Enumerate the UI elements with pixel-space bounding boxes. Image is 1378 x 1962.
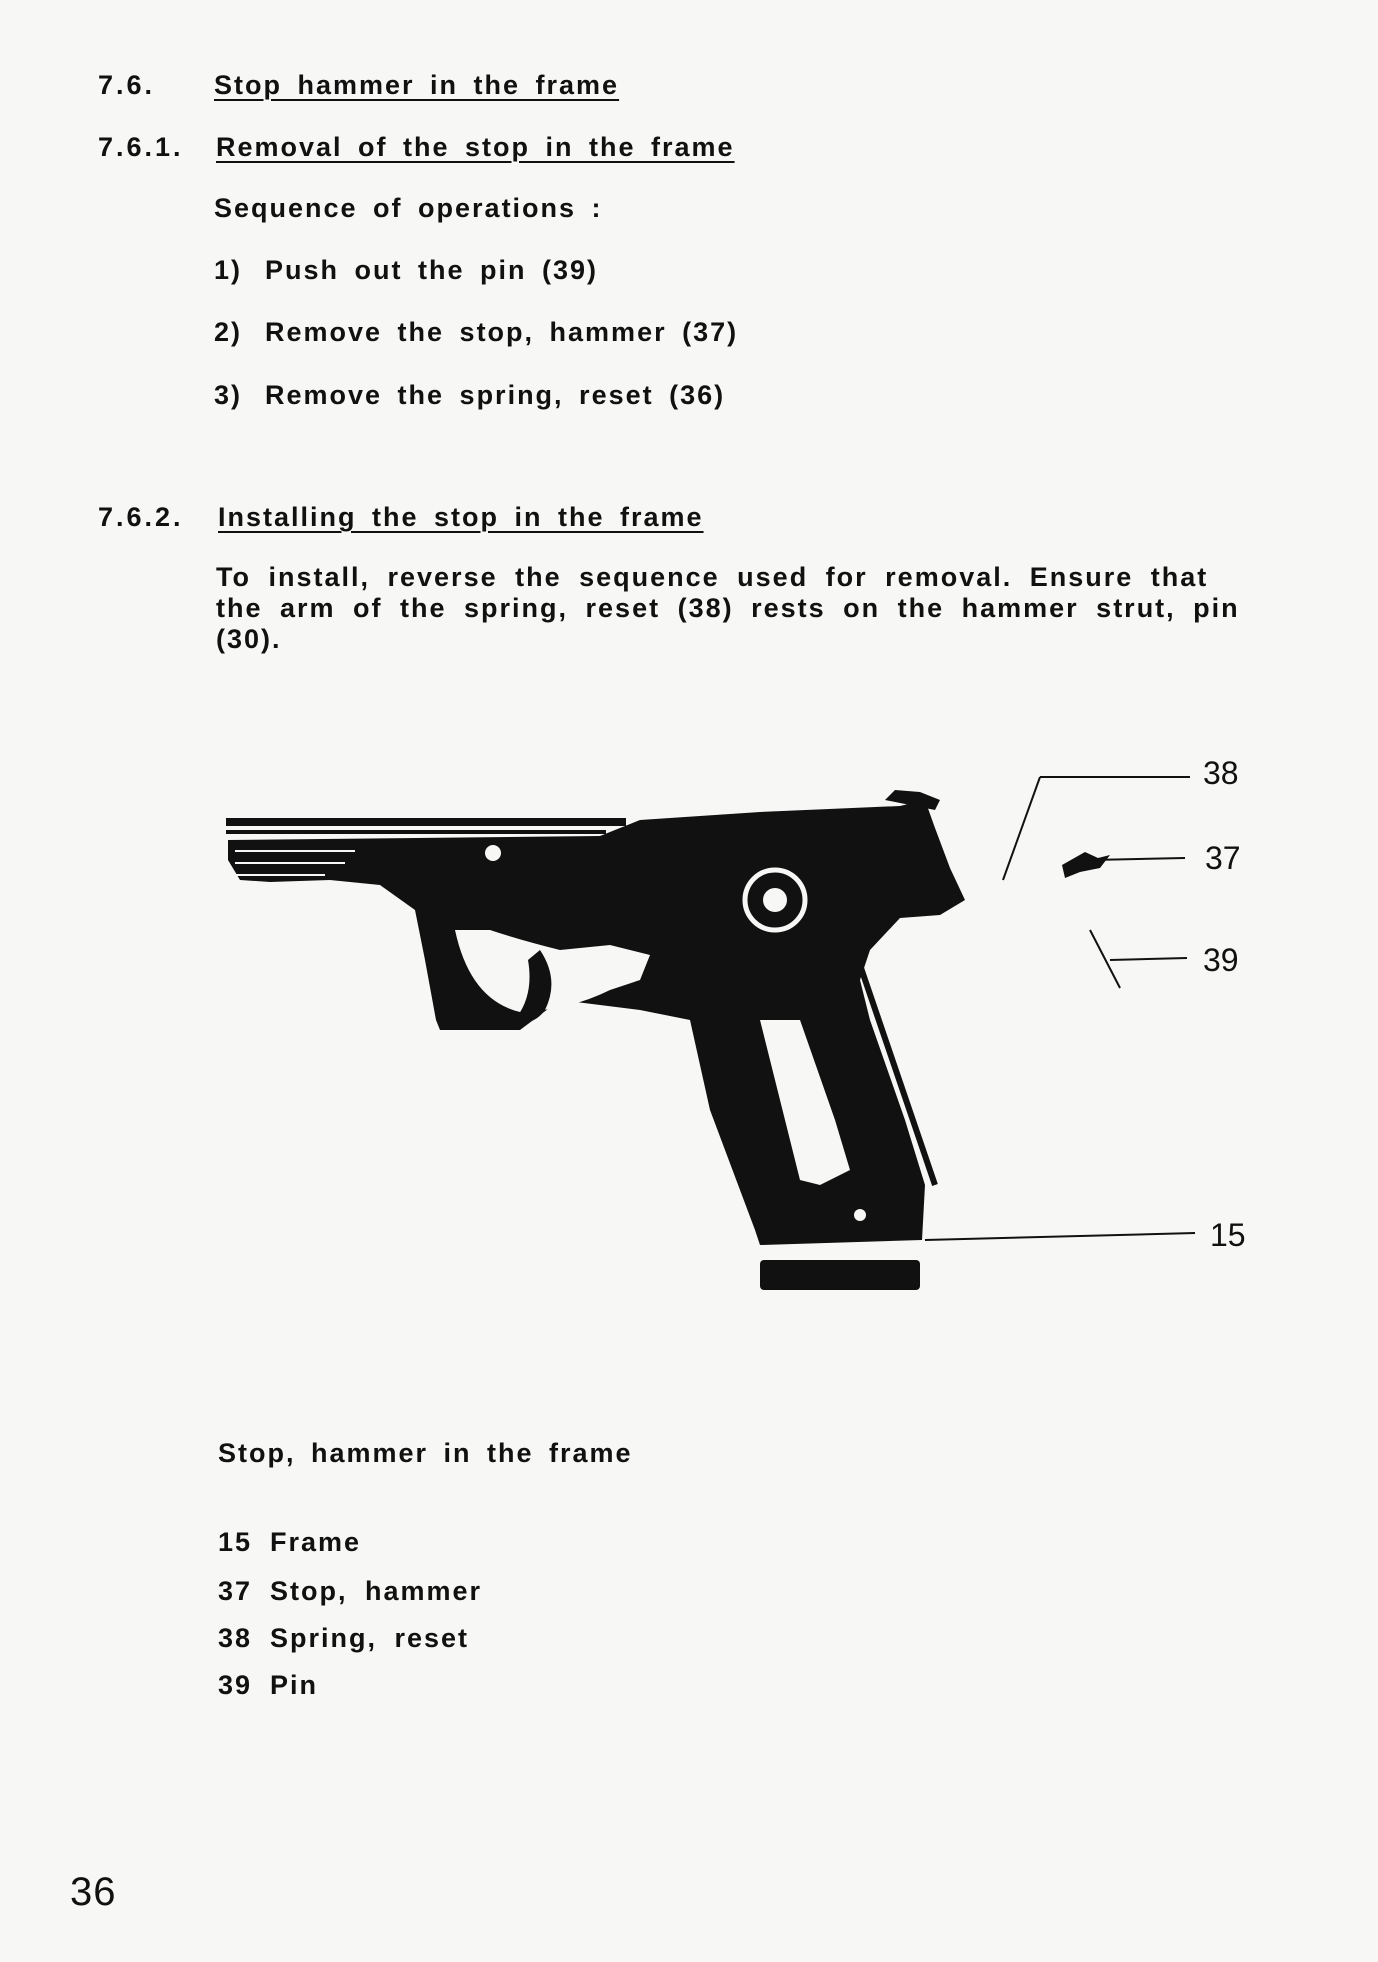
legend-number: 15 [218, 1527, 253, 1557]
step-number: 3) [214, 380, 243, 410]
legend-label: Stop, hammer [270, 1576, 483, 1606]
section-number-7-6-2: 7.6.2. [98, 502, 184, 532]
callout-15-leader [925, 1233, 1195, 1240]
callout-label-38: 38 [1203, 755, 1239, 791]
legend-label: Frame [270, 1527, 362, 1557]
callout-label-37: 37 [1205, 840, 1241, 876]
legend-number: 37 [218, 1576, 253, 1606]
legend-label: Pin [270, 1670, 319, 1700]
legend-number: 39 [218, 1670, 253, 1700]
section-number-7-6: 7.6. [98, 70, 156, 100]
pistol-frame-drawing [226, 790, 965, 1290]
legend-item [218, 1670, 318, 1701]
callout-label-15: 15 [1210, 1217, 1246, 1253]
step-text: Push out the pin (39) [265, 255, 598, 285]
page-number: 36 [70, 1870, 117, 1914]
callout-label-39: 39 [1203, 942, 1239, 978]
callout-39-leader [1090, 930, 1187, 988]
section-number-7-6-1: 7.6.1. [98, 132, 184, 162]
step-number: 1) [214, 255, 243, 285]
step-text: Remove the spring, reset (36) [265, 380, 726, 410]
install-paragraph: To install, reverse the sequence used for removal. Ensure that the arm of the spring, reset (38) rests on the hammer strut, pin (30). [216, 562, 1240, 654]
legend-item [218, 1576, 482, 1607]
sequence-label: Sequence of operations : [214, 193, 603, 223]
section-title-7-6-2: Installing the stop in the frame [218, 502, 704, 532]
section-title-7-6: Stop hammer in the frame [214, 70, 620, 100]
step-text: Remove the stop, hammer (37) [265, 317, 739, 347]
legend-label: Spring, reset [270, 1623, 470, 1653]
legend-item [218, 1527, 361, 1558]
section-title-7-6-1: Removal of the stop in the frame [216, 132, 735, 162]
figure-caption: Stop, hammer in the frame [218, 1438, 633, 1468]
callout-37-leader [1062, 852, 1185, 878]
step-number: 2) [214, 317, 243, 347]
legend-number: 38 [218, 1623, 253, 1653]
legend-item [218, 1623, 469, 1654]
